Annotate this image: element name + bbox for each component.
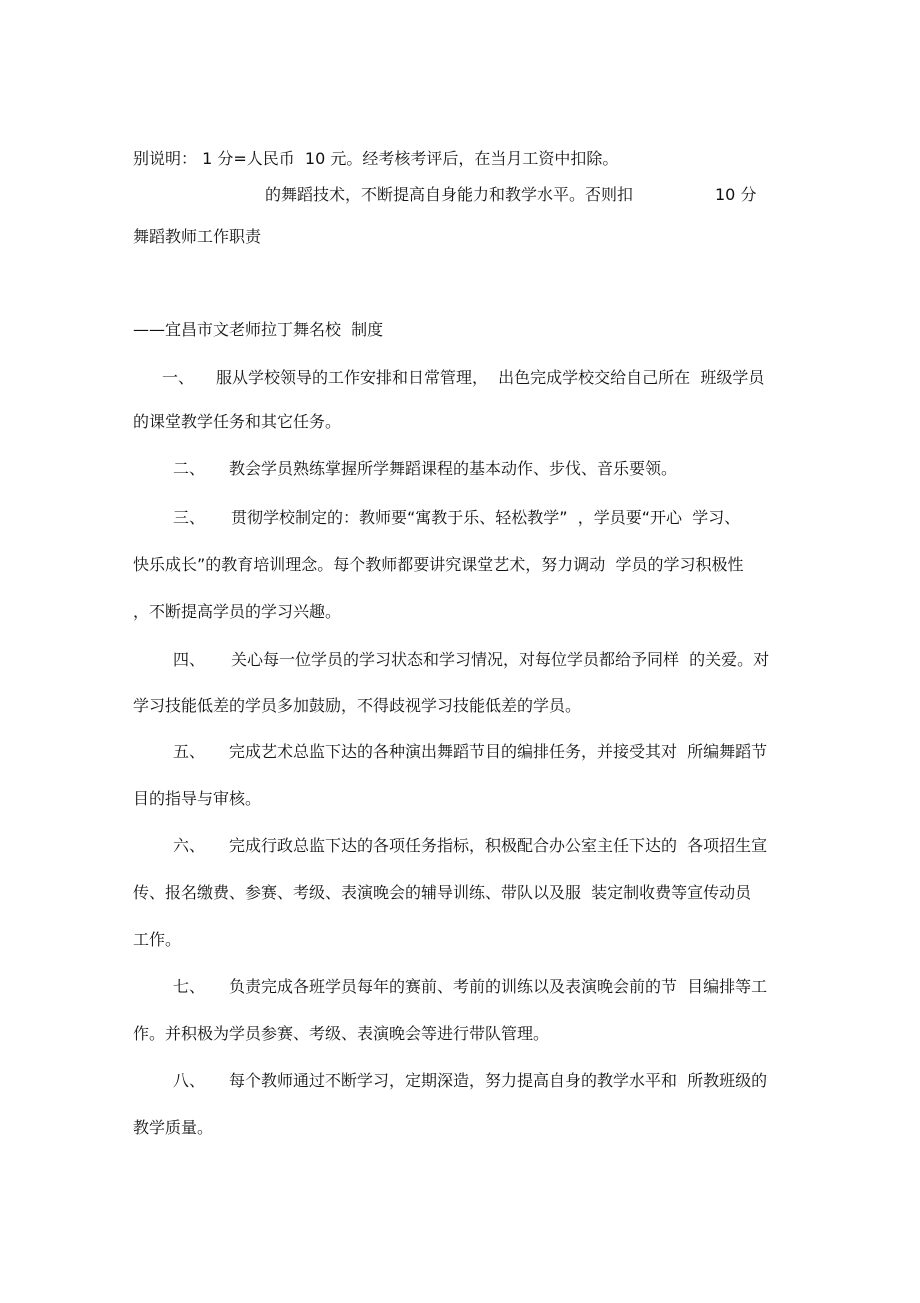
item-text: 完成艺术总监下达的各种演出舞蹈节目的编排任务，并接受其对 所编舞蹈节 (229, 742, 768, 761)
item-text: 作。并积极为学员参赛、考级、表演晚会等进行带队管理。 (133, 1024, 550, 1043)
item-text: 的课堂教学任务和其它任务。 (133, 412, 342, 431)
item-number: 八、 (173, 1071, 206, 1090)
item-text: ，不断提高学员的学习兴趣。 (133, 602, 342, 621)
document-source: ——宜昌市文老师拉丁舞名校 制度 (133, 320, 384, 339)
item-text: 快乐成长”的教育培训理念。每个教师都要讲究课堂艺术，努力调动 学员的学习积极性 (133, 555, 744, 574)
deduction-note-line: 别说明： 1 分=人民币 10 元。经考核考评后，在当月工资中扣除。 (133, 149, 619, 168)
item-text: 负责完成各班学员每年的赛前、考前的训练以及表演晚会前的节 目编排等工 (229, 977, 768, 996)
item-text: 教会学员熟练掌握所学舞蹈课程的基本动作、步伐、音乐要领。 (229, 459, 678, 478)
item-text: 工作。 (133, 930, 182, 949)
item-text: 目的指导与审核。 (133, 789, 262, 808)
item-text: 完成行政总监下达的各项任务指标，积极配合办公室主任下达的 各项招生宣 (229, 836, 768, 855)
item-number: 三、 (173, 508, 206, 527)
item-text: 教学质量。 (133, 1118, 214, 1137)
item-text: 传、报名缴费、参赛、考级、表演晚会的辅导训练、带队以及服 装定制收费等宣传动员 (133, 883, 752, 902)
deduction-points: 10 分 (715, 185, 757, 204)
skill-requirement-line: 的舞蹈技术，不断提高自身能力和教学水平。否则扣 (265, 185, 634, 204)
item-number: 五、 (173, 742, 206, 761)
item-text: 学习技能低差的学员多加鼓励，不得歧视学习技能低差的学员。 (133, 696, 582, 715)
item-number: 四、 (173, 650, 206, 669)
item-text: 服从学校领导的工作安排和日常管理， 出色完成学校交给自己所在 班级学员 (216, 368, 765, 387)
page-title: 舞蹈教师工作职责 (133, 227, 262, 246)
item-number: 七、 (173, 977, 206, 996)
item-text: 每个教师通过不断学习，定期深造，努力提高自身的教学水平和 所教班级的 (229, 1071, 768, 1090)
item-text: 贯彻学校制定的：教师要“寓教于乐、轻松教学” ，学员要“开心 学习、 (231, 508, 741, 527)
item-text: 关心每一位学员的学习状态和学习情况，对每位学员都给予同样 的关爱。对 (231, 650, 770, 669)
item-number: 六、 (173, 836, 206, 855)
item-number: 二、 (173, 459, 206, 478)
item-number: 一、 (162, 368, 195, 387)
